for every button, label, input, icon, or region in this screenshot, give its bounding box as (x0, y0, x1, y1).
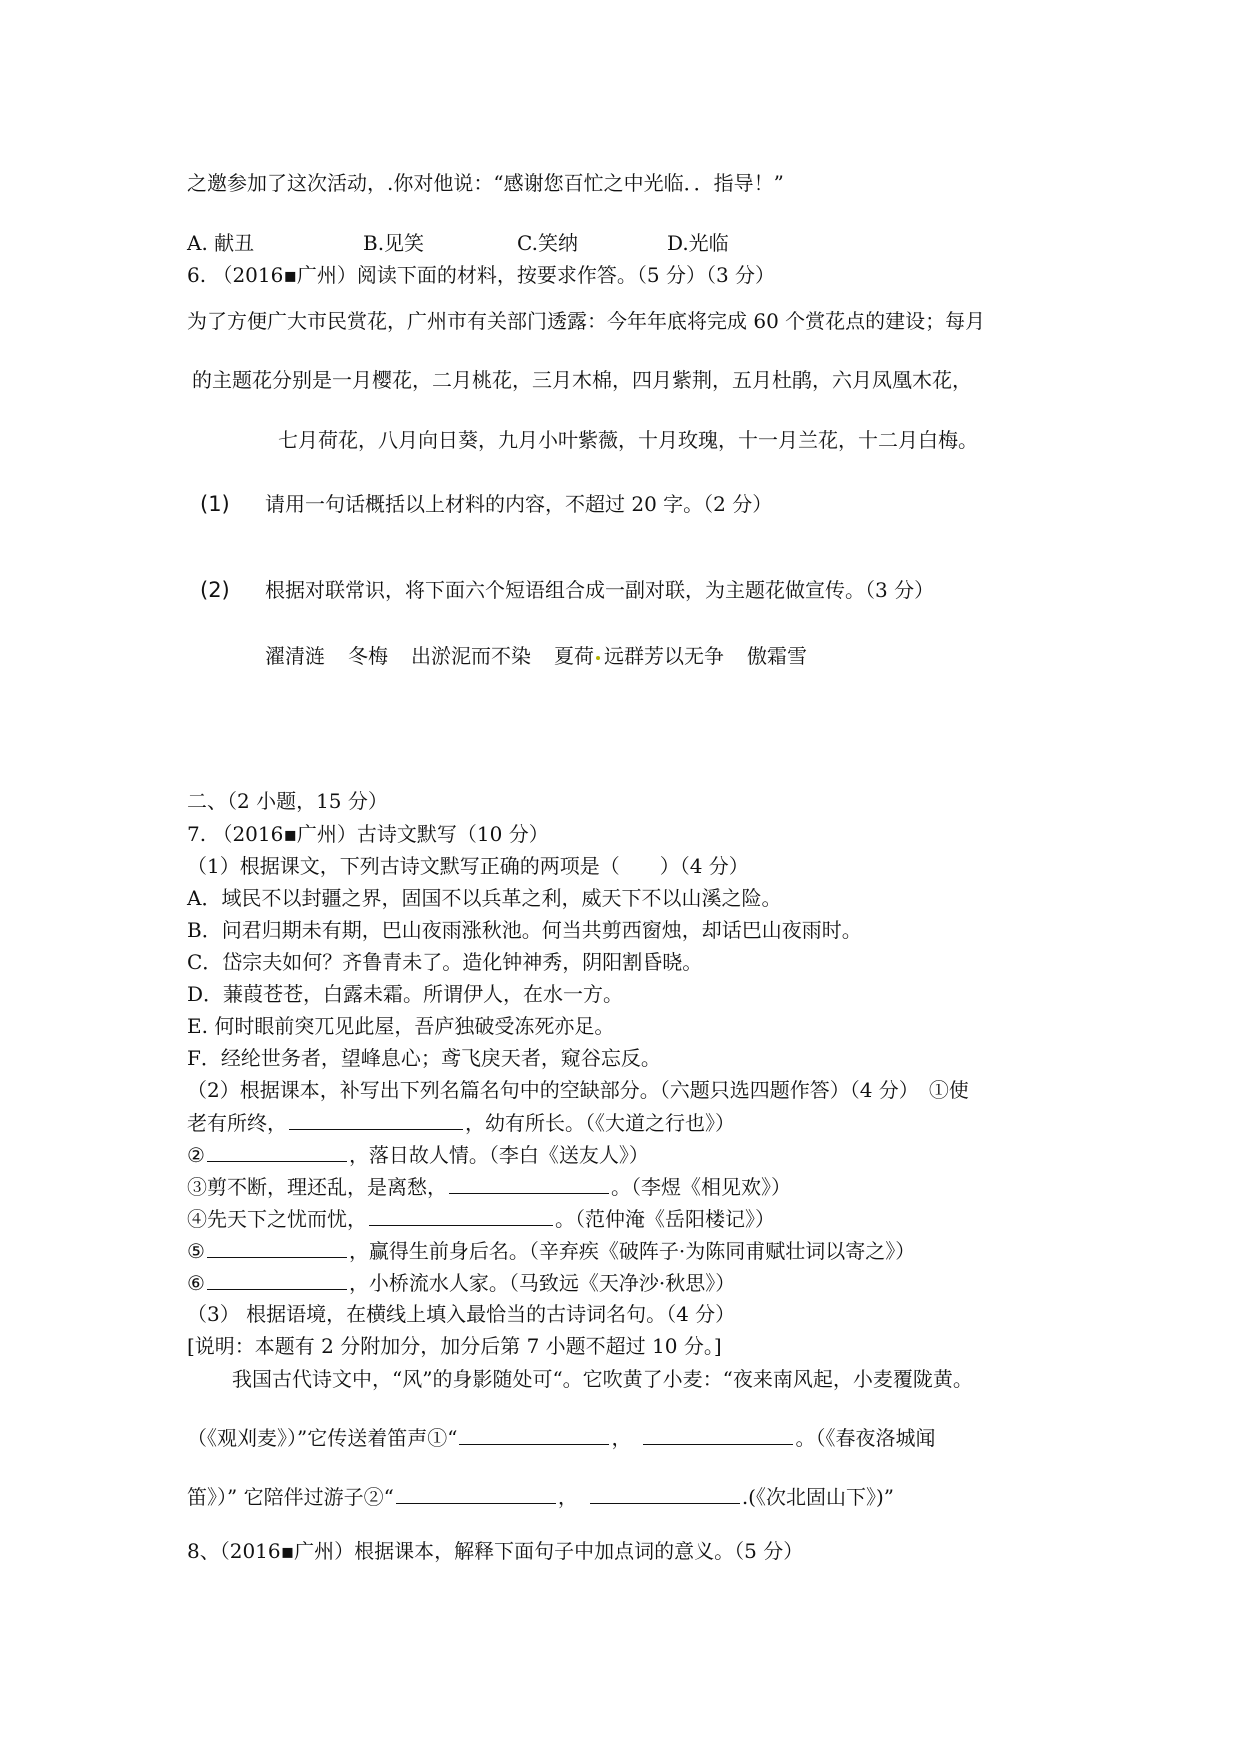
fill-blank[interactable] (459, 1424, 609, 1445)
fill-blank[interactable] (396, 1483, 556, 1504)
q7-option-f: F．经纶世务者，望峰息心；鸢飞戾天者，窥谷忘反。 (187, 1046, 661, 1070)
q7-item1-start: ①使 (928, 1078, 969, 1102)
q7-item6: ⑥ ，小桥流水人家。（马致远《天净沙·秋思》） (187, 1271, 736, 1295)
q8-header: 8、（2016▪广州）根据课本，解释下面句子中加点词的意义。（5 分） (187, 1539, 804, 1563)
q6-phrase: 傲霜雪 (747, 644, 807, 668)
q6-material-line3: 七月荷花，八月向日葵，九月小叶紫薇，十月玫瑰，十一月兰花，十二月白梅。 (278, 428, 978, 452)
q7-option-e: E. 何时眼前突兀见此屋，吾庐独破受冻死亦足。 (187, 1014, 615, 1038)
q6-sub1-text: 请用一句话概括以上材料的内容，不超过 20 字。（2 分） (265, 492, 773, 516)
q6-sub1-number: (1) (200, 492, 230, 516)
fill-blank[interactable] (207, 1269, 347, 1290)
q6-phrase: 冬梅 (348, 644, 388, 668)
q6-phrase: 远群芳以无争 (604, 644, 724, 668)
fill-blank[interactable] (289, 1109, 463, 1130)
q6-sub2-number: (2) (200, 578, 230, 602)
q7-header: 7. （2016▪广州）古诗文默写（10 分） (187, 822, 549, 846)
mark-dot-icon (596, 656, 600, 660)
q7-part3-prompt: （3） 根据语境，在横线上填入最恰当的古诗词名句。（4 分） (187, 1302, 736, 1326)
q6-phrase: 濯清涟 (265, 644, 325, 668)
q7-item5: ⑤ ，赢得生前身后名。（辛弃疾《破阵子·为陈同甫赋壮词以寄之》） (187, 1239, 916, 1263)
q7-option-d: D．蒹葭苍苍，白露未霜。所谓伊人，在水一方。 (187, 982, 624, 1006)
q7-option-a: A．域民不以封疆之界，固国不以兵革之利，威天下不以山溪之险。 (187, 886, 782, 910)
q5-option-c: C.笑纳 (517, 231, 578, 255)
fill-blank[interactable] (449, 1173, 609, 1194)
q6-sub2-text: 根据对联常识，将下面六个短语组合成一副对联，为主题花做宣传。（3 分） (265, 578, 935, 602)
q6-phrase: 出淤泥而不染 (411, 644, 531, 668)
q7-option-b: B．问君归期未有期，巴山夜雨涨秋池。何当共剪西窗烛，却话巴山夜雨时。 (187, 918, 862, 942)
q7-part1-prompt: （1）根据课文，下列古诗文默写正确的两项是（ ）（4 分） (187, 854, 749, 878)
fill-blank[interactable] (590, 1483, 740, 1504)
q5-option-d: D.光临 (667, 231, 729, 255)
q5-option-b: B.见笑 (363, 231, 425, 255)
section-two-header: 二、（2 小题，15 分） (187, 789, 388, 813)
fill-blank[interactable] (207, 1237, 347, 1258)
q7-item3: ③剪不断，理还乱，是离愁， 。（李煜《相见欢》） (187, 1175, 791, 1199)
q7-item2: ② ，落日故人情。（李白《送友人》） (187, 1143, 649, 1167)
q7-context-line1: 我国古代诗文中，“风”的身影随处可“。它吹黄了小麦：“夜来南风起，小麦覆陇黄。 (232, 1367, 973, 1391)
q7-item1: 老有所终， ，幼有所长。（《大道之行也》） (187, 1111, 735, 1135)
q7-note: [说明：本题有 2 分附加分，加分后第 7 小题不超过 10 分。] (187, 1334, 722, 1358)
q6-phrase: 夏荷 (554, 644, 594, 668)
fill-blank[interactable] (207, 1141, 347, 1162)
q7-option-c: C．岱宗夫如何？齐鲁青未了。造化钟神秀，阴阳割昏晓。 (187, 950, 703, 974)
q6-phrase-list (265, 643, 807, 669)
q7-context-line2: （《观刈麦》）”它传送着笛声①“ ， 。（《春夜洛城闻 (187, 1426, 936, 1450)
q7-part2-prompt: （2）根据课本，补写出下列名篇名句中的空缺部分。（六题只选四题作答）（4 分） ①使 (187, 1078, 969, 1102)
q5-text: 之邀参加了这次活动，.你对他说：“感谢您百忙之中光临．．指导！” (187, 171, 784, 195)
q6-header: 6. （2016▪广州）阅读下面的材料，按要求作答。（5 分）（3 分） (187, 263, 776, 287)
fill-blank[interactable] (369, 1205, 553, 1226)
fill-blank[interactable] (643, 1424, 793, 1445)
q7-item4: ④先天下之忧而忧， 。（范仲淹《岳阳楼记》） (187, 1207, 775, 1231)
q5-option-a: A. 献丑 (187, 231, 255, 255)
q6-material-line1: 为了方便广大市民赏花，广州市有关部门透露：今年年底将完成 60 个赏花点的建设；每月 (187, 309, 986, 333)
q7-context-line3: 笛》）” 它陪伴过游子②“ ， .(《次北固山下》)” (187, 1485, 894, 1509)
q6-material-line2: 的主题花分别是一月樱花，二月桃花，三月木棉，四月紫荆，五月杜鹃，六月凤凰木花， (192, 368, 972, 392)
